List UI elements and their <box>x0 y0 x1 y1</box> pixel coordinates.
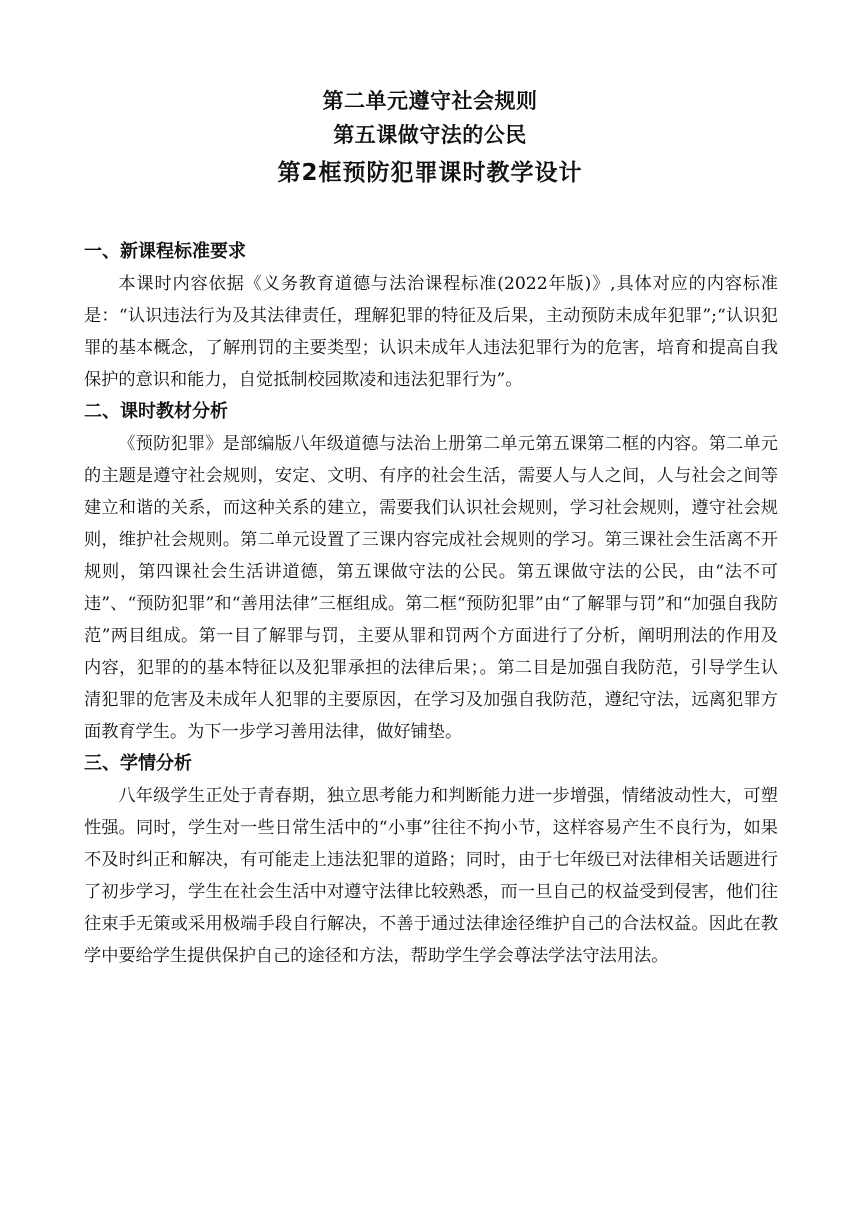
section-heading: 一、新课程标准要求 <box>84 241 246 262</box>
section-heading: 三、学情分析 <box>84 753 192 774</box>
title-block <box>0 84 860 194</box>
lesson-title: 第五课做守法的公民 <box>333 123 527 147</box>
unit-title: 第二单元遵守社会规则 <box>322 89 538 113</box>
design-title: 第2框预防犯罪课时教学设计 <box>277 160 583 186</box>
section-paragraph: 《预防犯罪》是部编版八年级道德与法治上册第二单元第五课第二框的内容。第二单元的主题是遵守社会规则，安定、文明、有序的社会生活，需要人与人之间，人与社会之间等建立和谐的关系，而这种关系的建立，需要我们认识社会规则，学习社会规则，遵守社会规则，维护社会规则。第二单元设置了三课内容完成社会规则的学习。第三课社会生活离不开规则，第四课社会生活讲道德，第五课做守法的公民。第五课做守法的公民，由“法不可违”、“预防犯罪”和“善用法律”三框组成。第二框“预防犯罪”由“了解罪与罚”和“加强自我防范”两目组成。第一目了解罪与罚，主要从罪和罚两个方面进行了分析，阐明刑法的作用及内容，犯罪的的基本特征以及犯罪承担的法律后果；。第二目是加强自我防范，引导学生认清犯罪的危害及未成年人犯罪的主要原因，在学习及加强自我防范，遵纪守法，远离犯罪方面教育学生。为下一步学习善用法律，做好铺垫。 <box>84 434 778 742</box>
section-student-analysis <box>84 748 778 972</box>
section-heading: 二、课时教材分析 <box>84 401 228 422</box>
section-paragraph: 本课时内容依据《义务教育道德与法治课程标准(2022年版)》,具体对应的内容标准是：“认识违法行为及其法律责任，理解犯罪的特征及后果，主动预防未成年犯罪”;“认识犯罪的基本概念，了解刑罚的主要类型；认识未成年人违法犯罪行为的危害，培育和提高自我保护的意识和能力，自觉抵制校园欺凌和违法犯罪行为”。 <box>84 274 778 390</box>
section-paragraph: 八年级学生正处于青春期，独立思考能力和判断能力进一步增强，情绪波动性大，可塑性强。同时，学生对一些日常生活中的“小事”往往不拘小节，这样容易产生不良行为，如果不及时纠正和解决，有可能走上违法犯罪的道路；同时，由于七年级已对法律相关话题进行了初步学习，学生在社会生活中对遵守法律比较熟悉，而一旦自己的权益受到侵害，他们往往束手无策或采用极端手段自行解决，不善于通过法律途径维护自己的合法权益。因此在教学中要给学生提供保护自己的途径和方法，帮助学生学会尊法学法守法用法。 <box>84 786 778 966</box>
section-textbook-analysis <box>84 396 778 748</box>
section-curriculum-standards <box>84 236 778 396</box>
document-body <box>84 236 778 972</box>
